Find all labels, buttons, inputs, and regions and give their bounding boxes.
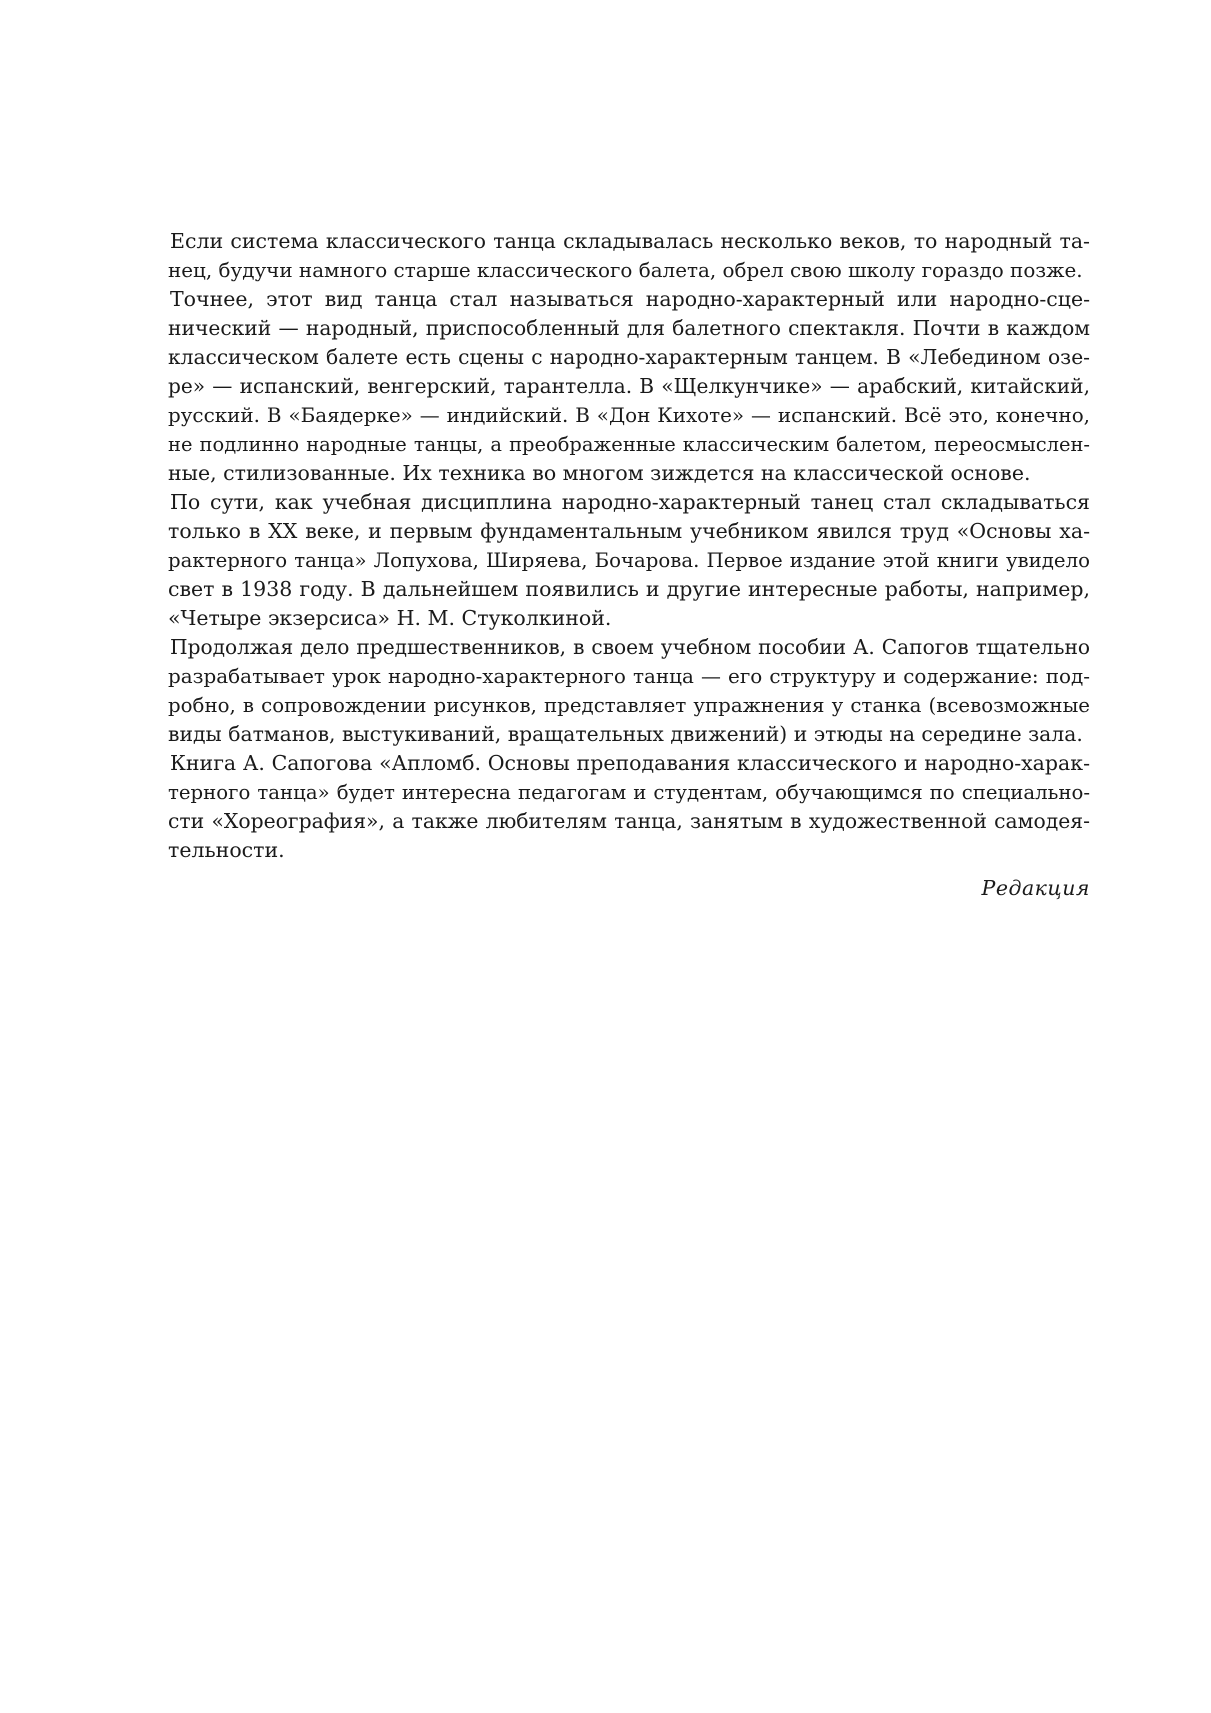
paragraph-4-line-4: виды батманов, выстукиваний, вращательных движений) и этюды на середине зала. — [168, 722, 1083, 746]
paragraph-4-line-1: Продолжая дело предшественников, в своем учебном пособии А. Сапогов тщательно — [170, 635, 1090, 659]
paragraph-3-line-1: По сути, как учебная дисциплина народно-характерный танец стал складываться — [170, 490, 1090, 514]
paragraph-4-line-3: робно, в сопровождении рисунков, представляет упражнения у станка (всевозможные — [168, 694, 1090, 717]
paragraph-5-line-2: терного танца» будет интересна педагогам и студентам, обучающимся по специально- — [168, 781, 1090, 804]
paragraph-2-line-7: ные, стилизованные. Их техника во многом зиждется на классической основе. — [168, 461, 1031, 485]
paragraph-2-line-1: Точнее, этот вид танца стал называться народно-характерный или народно-сце- — [170, 287, 1090, 311]
paragraph-2-line-6: не подлинно народные танцы, а преображенные классическим балетом, переосмыслен- — [168, 433, 1090, 456]
paragraph-1-line-1: Если система классического танца складывалась несколько веков, то народный та- — [170, 229, 1090, 253]
preface-text — [170, 227, 1090, 865]
paragraph-3-line-2: только в XX веке, и первым фундаментальным учебником явился труд «Основы ха- — [168, 519, 1090, 543]
paragraph-5-line-3: сти «Хореография», а также любителям танца, занятым в художественной самодея- — [168, 809, 1090, 833]
paragraph-4-line-2: разрабатывает урок народно-характерного танца — его структуру и содержание: под- — [168, 664, 1090, 688]
paragraph-3-line-3: рактерного танца» Лопухова, Ширяева, Бочарова. Первое издание этой книги увидело — [168, 549, 1090, 572]
paragraph-2-line-2: нический — народный, приспособленный для балетного спектакля. Почти в каждом — [168, 316, 1090, 340]
paragraph-1-line-2: нец, будучи намного старше классического балета, обрел свою школу гораздо позже. — [168, 259, 1083, 282]
paragraph-5-line-1: Книга А. Сапогова «Апломб. Основы преподавания классического и народно-харак- — [170, 751, 1090, 775]
paragraph-3-line-4: свет в 1938 году. В дальнейшем появились и другие интересные работы, например, — [168, 577, 1090, 601]
paragraph-2-line-3: классическом балете есть сцены с народно-характерным танцем. В «Лебедином озе- — [168, 345, 1090, 369]
signature-editorial: Редакция — [981, 876, 1090, 900]
paragraph-5-line-4: тельности. — [168, 838, 285, 862]
paragraph-2-line-4: ре» — испанский, венгерский, тарантелла. В «Щелкунчике» — арабский, китайский, — [168, 374, 1090, 398]
paragraph-2-line-5: русский. В «Баядерке» — индийский. В «Дон Кихоте» — испанский. Всё это, конечно, — [168, 404, 1090, 427]
paragraph-3-line-5: «Четыре экзерсиса» Н. М. Стуколкиной. — [168, 606, 612, 630]
